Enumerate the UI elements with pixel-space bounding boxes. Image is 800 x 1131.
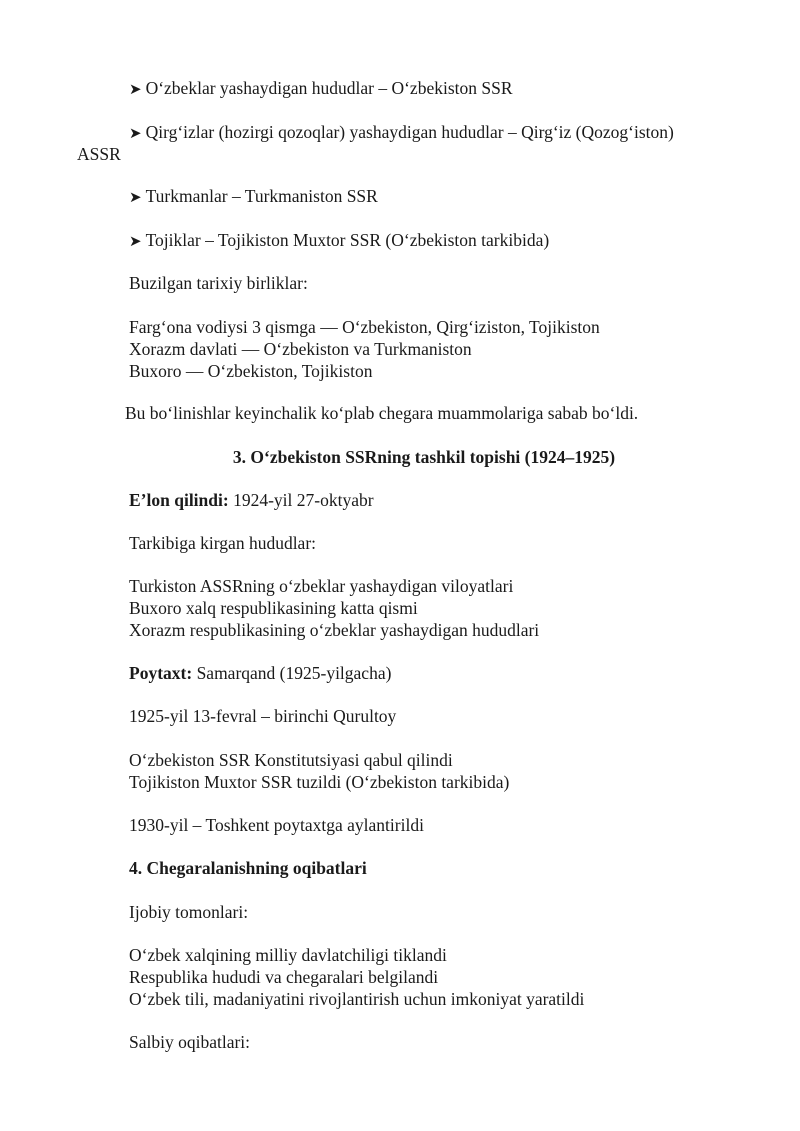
territory-item: Xorazm respublikasining o‘zbeklar yashaydigan hududlari [129, 620, 540, 640]
broken-item: Buxoro — O‘zbekiston, Tojikiston [129, 361, 373, 381]
capital-label: Poytaxt: [129, 663, 193, 683]
bullet-kyrgyz: ➤ Qirg‘izlar (hozirgi qozoqlar) yashaydigan hududlar – Qirg‘iz (Qozog‘iston) [129, 122, 674, 142]
bullet-turkmen: ➤ Turkmanlar – Turkmaniston SSR [129, 186, 378, 206]
bullet-kyrgyz-continued: ASSR [77, 144, 121, 164]
section-4-title: 4. Chegaralanishning oqibatlari [129, 858, 367, 878]
arrow-bullet-icon: ➤ [129, 232, 142, 250]
positive-heading: Ijobiy tomonlari: [129, 902, 249, 922]
territory-item: Turkiston ASSRning o‘zbeklar yashaydigan viloyatlari [129, 576, 514, 596]
declared-label: E’lon qilindi: [129, 490, 229, 510]
positive-item: O‘zbek tili, madaniyatini rivojlantirish uchun imkoniyat yaratildi [129, 989, 585, 1009]
arrow-bullet-icon: ➤ [129, 188, 142, 206]
border-problems-note: Bu bo‘linishlar keyinchalik ko‘plab chegara muammolariga sabab bo‘ldi. [125, 403, 639, 423]
declaration-date: E’lon qilindi: 1924-yil 27-oktyabr [129, 490, 374, 510]
broken-item: Xorazm davlati — O‘zbekiston va Turkmaniston [129, 339, 472, 359]
broken-item: Farg‘ona vodiysi 3 qismga — O‘zbekiston, Qirg‘iziston, Tojikiston [129, 317, 600, 337]
section-3-title: 3. O‘zbekiston SSRning tashkil topishi (1924–1925) [232, 447, 616, 467]
result-item: Tojikiston Muxtor SSR tuzildi (O‘zbekiston tarkibida) [129, 772, 510, 792]
bullet-tajik: ➤ Tojiklar – Tojikiston Muxtor SSR (O‘zbekiston tarkibida) [129, 230, 550, 250]
bullet-uzbek: ➤ O‘zbeklar yashaydigan hududlar – O‘zbekiston SSR [129, 78, 513, 98]
result-item: O‘zbekiston SSR Konstitutsiyasi qabul qilindi [129, 750, 453, 770]
arrow-bullet-icon: ➤ [129, 80, 142, 98]
capital-line: Poytaxt: Samarqand (1925-yilgacha) [129, 663, 392, 683]
territory-item: Buxoro xalq respublikasining katta qismi [129, 598, 418, 618]
territories-heading: Tarkibiga kirgan hududlar: [129, 533, 317, 553]
positive-item: O‘zbek xalqining milliy davlatchiligi tiklandi [129, 945, 447, 965]
negative-heading: Salbiy oqibatlari: [129, 1032, 251, 1052]
tashkent-capital-line: 1930-yil – Toshkent poytaxtga aylantirildi [129, 815, 424, 835]
kurultoy-line: 1925-yil 13-fevral – birinchi Qurultoy [129, 706, 397, 726]
broken-units-heading: Buzilgan tarixiy birliklar: [129, 273, 308, 293]
positive-item: Respublika hududi va chegaralari belgilandi [129, 967, 439, 987]
arrow-bullet-icon: ➤ [129, 124, 142, 142]
